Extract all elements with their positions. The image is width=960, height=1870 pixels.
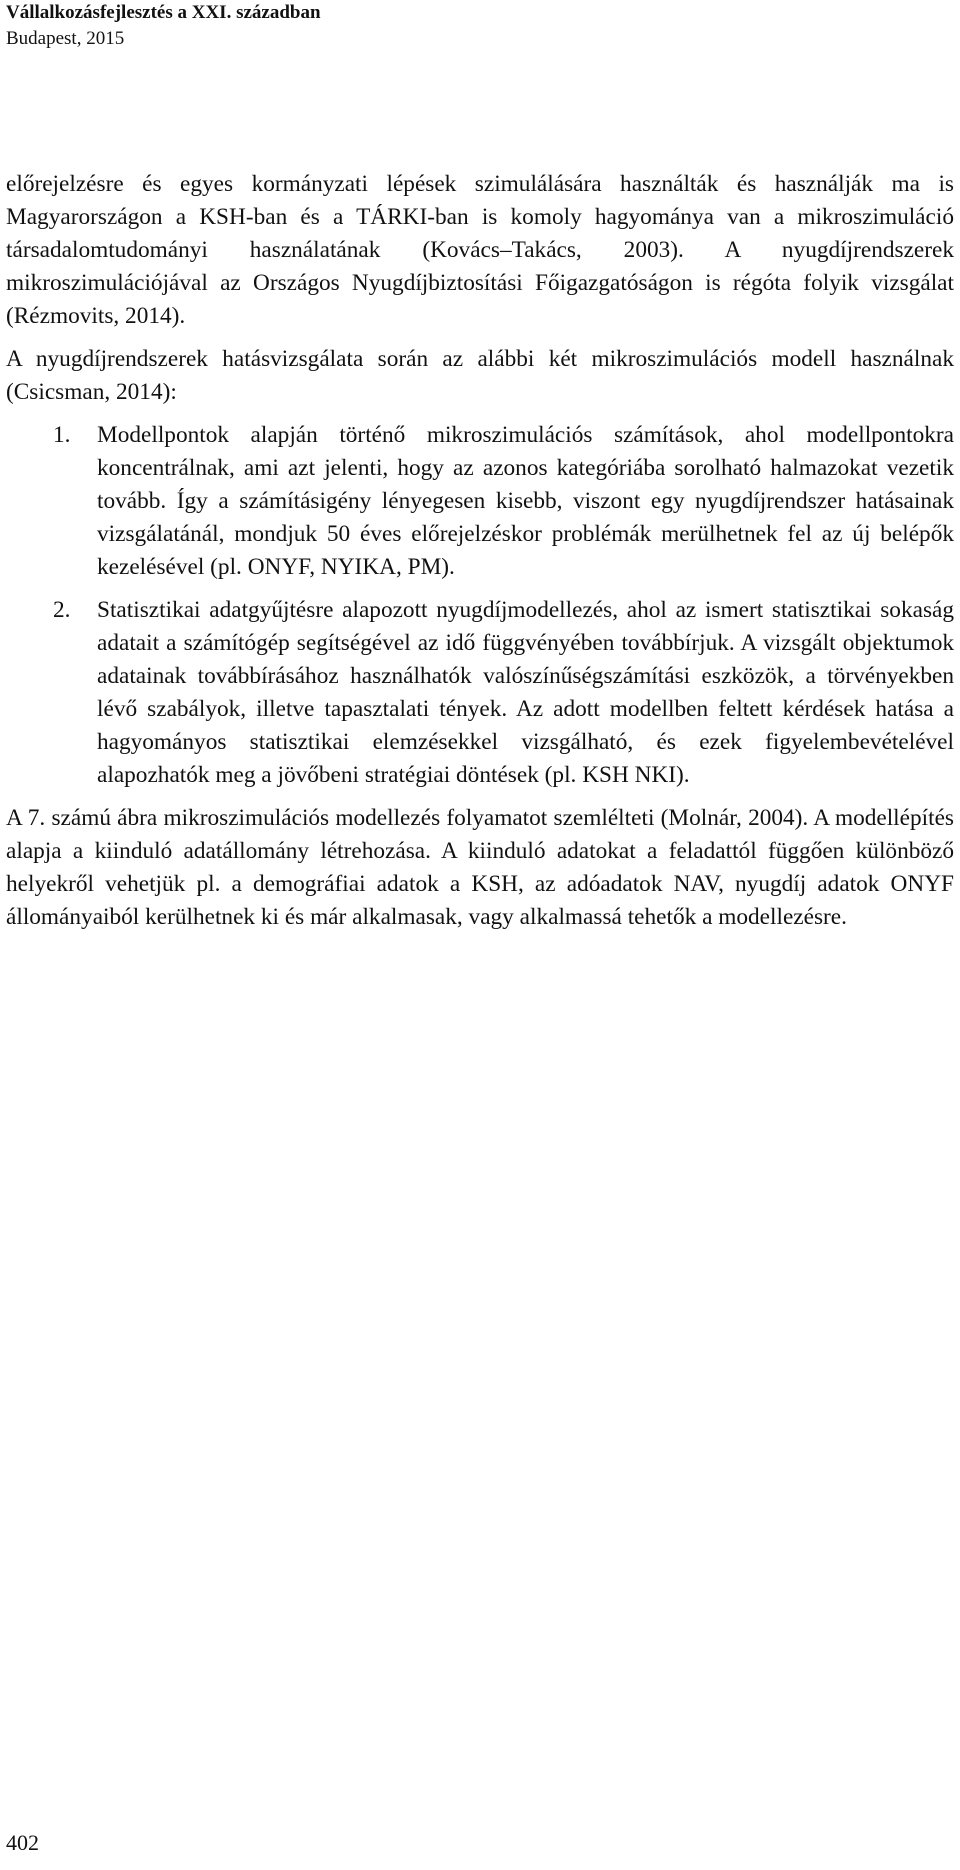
- page-number: 402: [6, 1830, 39, 1855]
- journal-place-year: Budapest, 2015: [6, 28, 125, 49]
- list-item-text: Modellpontok alapján történő mikroszimulációs számítások, ahol modellpontokra koncentrálnak, ami azt jelenti, hogy az azonos kategóriába sorolható halmazokat vezetik tovább. Így a számításigény lényegesen kisebb, viszont egy nyugdíjrendszer hatásainak vizsgálatánál, mondjuk 50 éves előrejelzéskor problémák merülhetnek fel az új belépők kezelésével (pl. ONYF, NYIKA, PM).: [97, 422, 954, 580]
- body-paragraph-2: A nyugdíjrendszerek hatásvizsgálata során az alábbi két mikroszimulációs modell használnak (Csicsman, 2014):: [6, 346, 954, 405]
- body-paragraph-1: előrejelzésre és egyes kormányzati lépések szimulálására használták és használják ma is Magyarországon a KSH-ban és a TÁRKI-ban is komoly hagyománya van a mikroszimuláció társadalomtudományi használatának (Kovács–Takács, 2003). A nyugdíjrendszerek mikroszimulációjával az Országos Nyugdíjbiztosítási Főigazgatóságon is régóta folyik vizsgálat (Rézmovits, 2014).: [6, 171, 954, 329]
- body-paragraph-3: A 7. számú ábra mikroszimulációs modellezés folyamatot szemlélteti (Molnár, 2004). A modellépítés alapja a kiinduló adatállomány létrehozása. A kiinduló adatokat a feladattól függően különböző helyekről vehetjük pl. a demográfiai adatok a KSH, az adóadatok NAV, nyugdíj adatok ONYF állományaiból kerülhetnek ki és már alkalmasak, vagy alkalmassá tehetők a modellezésre.: [6, 805, 954, 930]
- list-item: [6, 594, 954, 792]
- page-body: [6, 168, 954, 944]
- list-item-number: 1.: [53, 422, 71, 448]
- journal-title: Vállalkozásfejlesztés a XXI. században: [6, 2, 321, 23]
- page-header: [6, 0, 321, 52]
- list-item: [6, 419, 954, 584]
- list-item-number: 2.: [53, 597, 71, 623]
- numbered-list: [6, 419, 954, 792]
- list-item-text: Statisztikai adatgyűjtésre alapozott nyugdíjmodellezés, ahol az ismert statisztikai sokaság adatait a számítógép segítségével az idő függvényében továbbírjuk. A vizsgált objektumok adatainak továbbírásához használhatók valószínűségszámítási eszközök, a törvényekben lévő szabályok, illetve tapasztalati tények. Az adott modellben feltett kérdések hatása a hagyományos statisztikai elemzésekkel vizsgálható, és ezek figyelembevételével alapozhatók meg a jövőbeni stratégiai döntések (pl. KSH NKI).: [97, 597, 954, 788]
